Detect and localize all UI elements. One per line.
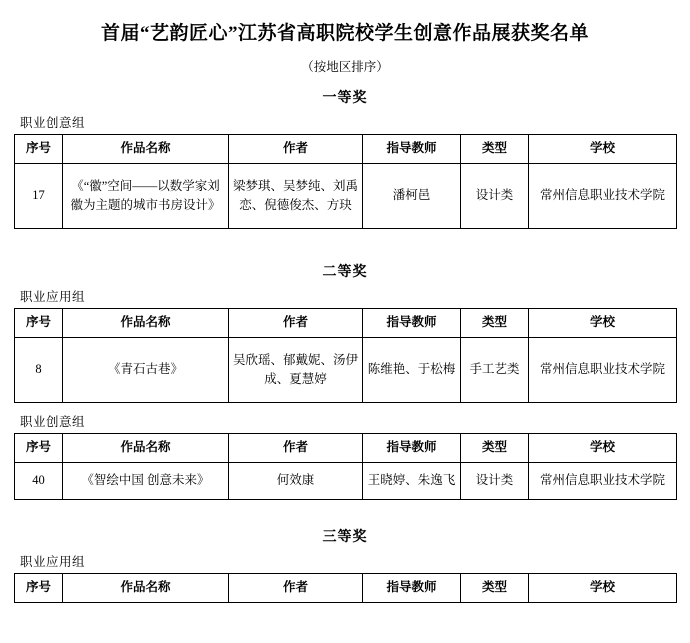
column-header-author: 作者 xyxy=(229,134,363,163)
cell-school: 常州信息职业技术学院 xyxy=(529,462,677,499)
column-header-type: 类型 xyxy=(461,134,529,163)
column-header-tutor: 指导教师 xyxy=(363,433,461,462)
cell-no: 17 xyxy=(15,163,63,228)
column-header-type: 类型 xyxy=(461,308,529,337)
cell-school: 常州信息职业技术学院 xyxy=(529,163,677,228)
cell-work: 《智绘中国 创意未来》 xyxy=(63,462,229,499)
column-header-no: 序号 xyxy=(15,308,63,337)
cell-tutor: 陈维艳、于松梅 xyxy=(363,337,461,402)
section-spacer xyxy=(14,233,676,249)
cell-type: 手工艺类 xyxy=(461,337,529,402)
table-header-row xyxy=(15,134,677,163)
page-title: 首届“艺韵匠心”江苏省高职院校学生创意作品展获奖名单 xyxy=(100,23,589,44)
cell-no: 8 xyxy=(15,337,63,402)
awards-table-third xyxy=(14,573,677,603)
table-header-row xyxy=(15,308,677,337)
column-header-no: 序号 xyxy=(15,134,63,163)
award-heading-third: 三等奖 xyxy=(322,529,368,545)
awards-table-second xyxy=(14,308,677,403)
group-label-second: 职业应用组 xyxy=(20,289,86,304)
table-row xyxy=(15,462,677,499)
column-header-work: 作品名称 xyxy=(63,134,229,163)
cell-type: 设计类 xyxy=(461,163,529,228)
column-header-no: 序号 xyxy=(15,573,63,602)
column-header-school: 学校 xyxy=(529,308,677,337)
table-header-row xyxy=(15,573,677,602)
column-header-school: 学校 xyxy=(529,134,677,163)
column-header-work: 作品名称 xyxy=(63,433,229,462)
column-header-tutor: 指导教师 xyxy=(363,134,461,163)
awards-table-second-creative xyxy=(14,433,677,500)
award-heading-second: 二等奖 xyxy=(322,264,368,280)
page-subtitle: （按地区排序） xyxy=(301,59,389,74)
column-header-work: 作品名称 xyxy=(63,308,229,337)
column-header-tutor: 指导教师 xyxy=(363,308,461,337)
column-header-author: 作者 xyxy=(229,433,363,462)
cell-work: 《青石古巷》 xyxy=(63,337,229,402)
column-header-type: 类型 xyxy=(461,433,529,462)
cell-author: 吴欣瑶、郁戴妮、汤伊成、夏慧婷 xyxy=(229,337,363,402)
column-header-author: 作者 xyxy=(229,308,363,337)
table-row xyxy=(15,163,677,228)
column-header-school: 学校 xyxy=(529,433,677,462)
cell-work: 《“徽”空间——以数学家刘徽为主题的城市书房设计》 xyxy=(63,163,229,228)
table-row xyxy=(15,337,677,402)
group-label-third: 职业应用组 xyxy=(20,554,86,569)
column-header-school: 学校 xyxy=(529,573,677,602)
cell-no: 40 xyxy=(15,462,63,499)
cell-tutor: 王晓婷、朱逸飞 xyxy=(363,462,461,499)
cell-tutor: 潘柯邑 xyxy=(363,163,461,228)
section-spacer xyxy=(14,504,676,514)
column-header-no: 序号 xyxy=(15,433,63,462)
column-header-work: 作品名称 xyxy=(63,573,229,602)
group-label-first: 职业创意组 xyxy=(20,115,86,130)
cell-type: 设计类 xyxy=(461,462,529,499)
document-page xyxy=(0,22,690,643)
table-header-row xyxy=(15,433,677,462)
column-header-tutor: 指导教师 xyxy=(363,573,461,602)
cell-author: 何效康 xyxy=(229,462,363,499)
column-header-type: 类型 xyxy=(461,573,529,602)
cell-author: 梁梦琪、吴梦纯、刘禹恋、倪德俊杰、方玦 xyxy=(229,163,363,228)
column-header-author: 作者 xyxy=(229,573,363,602)
cell-school: 常州信息职业技术学院 xyxy=(529,337,677,402)
group-label-second-creative: 职业创意组 xyxy=(20,414,86,429)
awards-table-first xyxy=(14,134,677,229)
award-heading-first: 一等奖 xyxy=(322,90,368,106)
